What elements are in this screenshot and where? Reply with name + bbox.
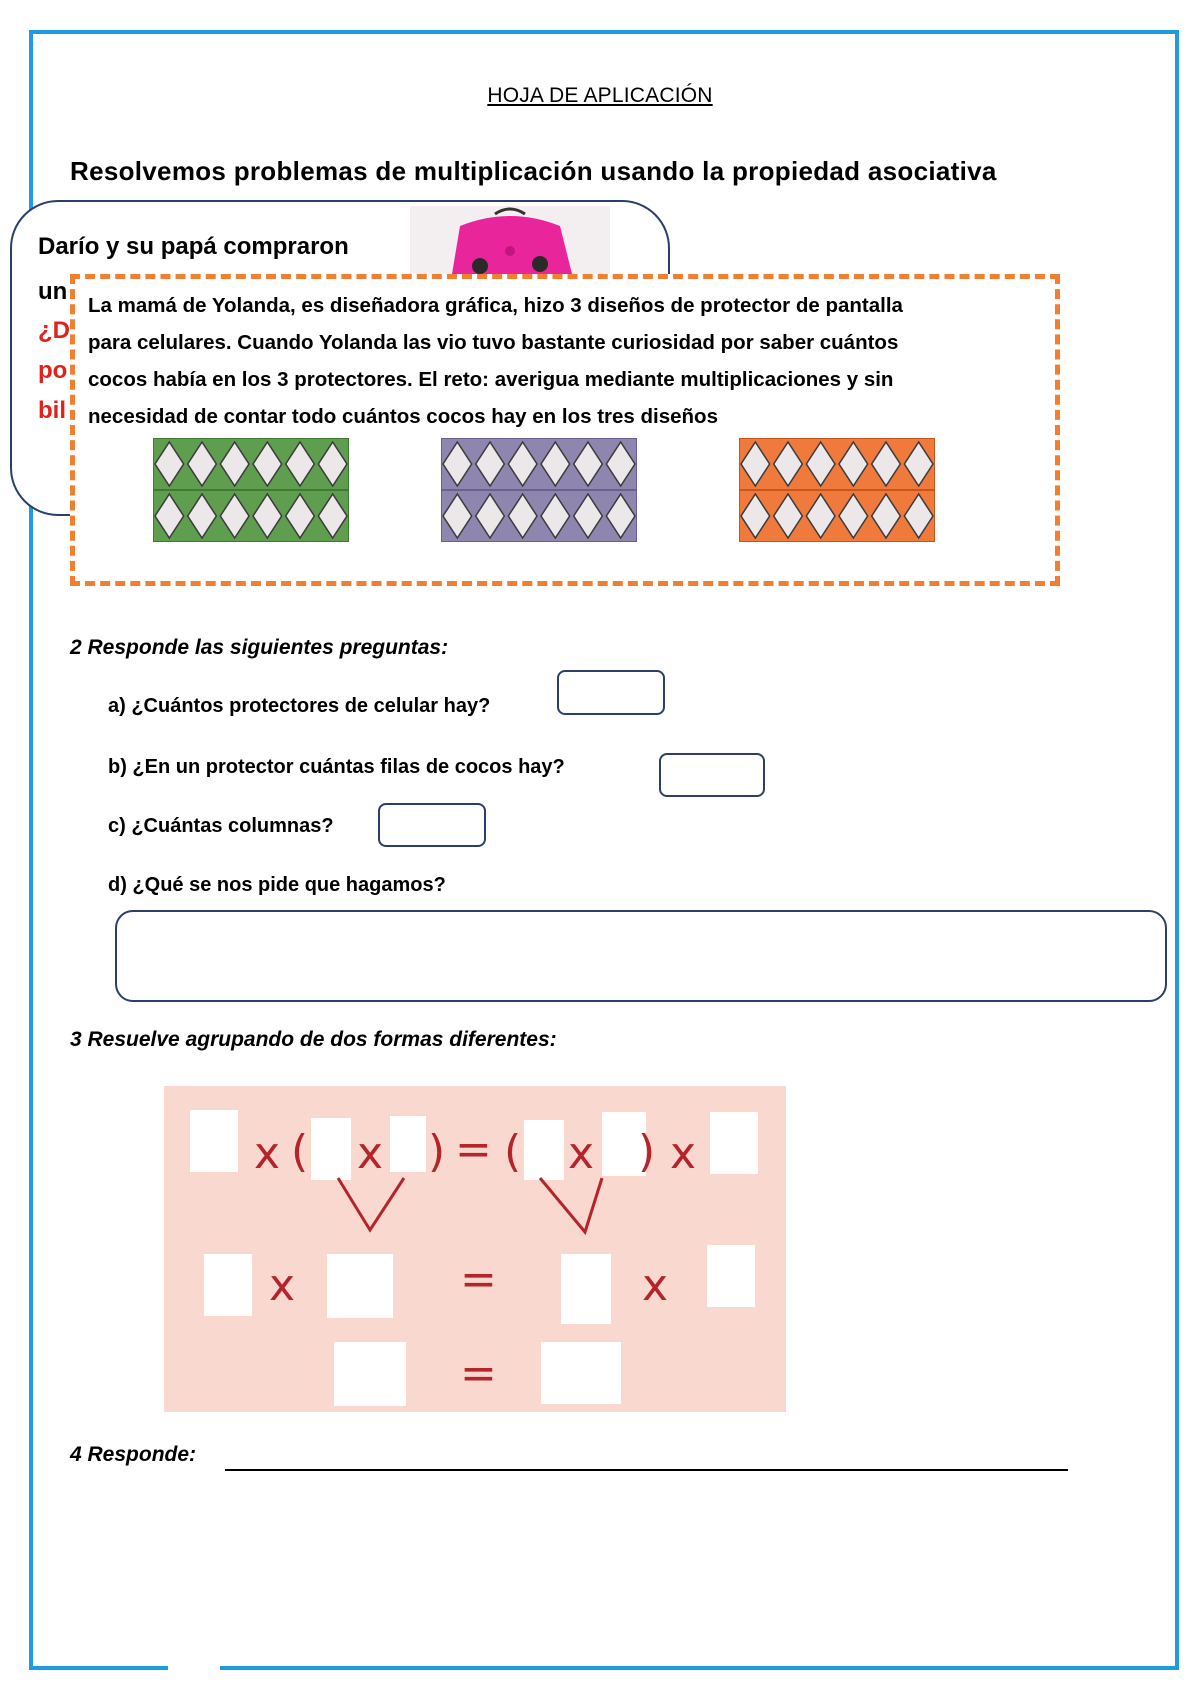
story-line-4: po (38, 357, 68, 384)
times-symbol: x (254, 1128, 281, 1179)
problem-line-3: cocos había en los 3 protectores. El reto: averigua mediante multiplicaciones y sin (88, 368, 894, 391)
times-symbol: x (568, 1128, 595, 1179)
blank-box[interactable] (204, 1254, 252, 1316)
answer-box-d[interactable] (115, 910, 1167, 1002)
equals-symbol: = (460, 1348, 497, 1399)
blank-box[interactable] (710, 1112, 758, 1174)
section4-heading: 4 Responde: (70, 1443, 197, 1466)
section2-heading: 2 Responde las siguientes preguntas: (70, 636, 449, 659)
close-paren: ) (428, 1126, 446, 1177)
section3-heading: 3 Resuelve agrupando de dos formas diferentes: (70, 1028, 557, 1051)
blank-box[interactable] (190, 1110, 238, 1172)
page-title: HOJA DE APLICACIÓN (487, 84, 713, 107)
times-symbol: x (357, 1128, 384, 1179)
green-pattern (153, 438, 349, 542)
close-paren: ) (638, 1126, 656, 1177)
equals-symbol: = (455, 1124, 492, 1175)
frame-gap (168, 1664, 220, 1676)
question-b: b) ¿En un protector cuántas filas de cocos hay? (108, 756, 565, 778)
problem-text (88, 287, 1048, 435)
question-d: d) ¿Qué se nos pide que hagamos? (108, 874, 446, 896)
answer-line[interactable] (225, 1469, 1068, 1471)
story-line-1: Darío y su papá compraron (38, 233, 349, 260)
purple-pattern (441, 438, 637, 542)
answer-box-a[interactable] (557, 670, 665, 715)
blank-box[interactable] (707, 1245, 755, 1307)
orange-pattern (739, 438, 935, 542)
times-symbol: x (269, 1260, 296, 1311)
grouping-arrows (330, 1170, 610, 1240)
times-symbol: x (642, 1260, 669, 1311)
blank-box[interactable] (390, 1116, 426, 1172)
answer-box-c[interactable] (378, 803, 486, 847)
story-line-5: bil (38, 397, 66, 424)
page-subtitle: Resolvemos problemas de multiplicación usando la propiedad asociativa (70, 156, 997, 186)
story-line-2: un (38, 278, 68, 305)
problem-line-1: La mamá de Yolanda, es diseñadora gráfica, hizo 3 diseños de protector de pantalla (88, 294, 903, 317)
blank-box[interactable] (327, 1254, 393, 1318)
question-a: a) ¿Cuántos protectores de celular hay? (108, 695, 491, 717)
question-c: c) ¿Cuántas columnas? (108, 815, 334, 837)
problem-line-4: necesidad de contar todo cuántos cocos hay en los tres diseños (88, 405, 718, 428)
times-symbol: x (670, 1128, 697, 1179)
story-line-3: ¿D (38, 317, 70, 344)
blank-box[interactable] (334, 1342, 406, 1406)
blank-box[interactable] (561, 1254, 611, 1324)
open-paren: ( (291, 1126, 309, 1177)
open-paren: ( (504, 1126, 522, 1177)
equals-symbol: = (460, 1254, 497, 1305)
answer-box-b[interactable] (659, 753, 765, 797)
blank-box[interactable] (541, 1342, 621, 1404)
problem-line-2: para celulares. Cuando Yolanda las vio tuvo bastante curiosidad por saber cuántos (88, 331, 899, 354)
